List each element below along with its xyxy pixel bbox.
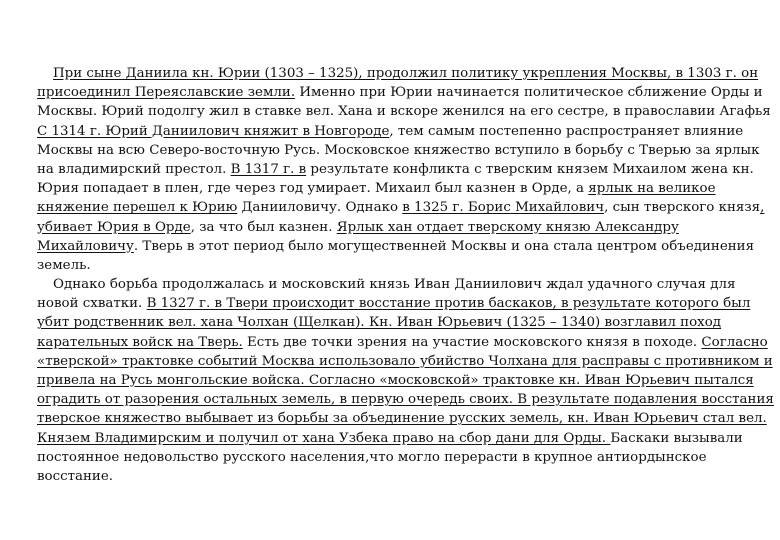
document-body [37, 64, 774, 486]
text-line [37, 122, 749, 141]
text-line [37, 390, 774, 409]
underlined-text: оградить от разорения остальных земель, в первую очередь своих. В результате подавления восстания [37, 392, 774, 408]
underlined-text: Согласно [701, 334, 768, 350]
underlined-text: При сыне Даниила кн. Юрии (1303 – 1325), продолжил политику укрепления Москвы, в 1303 г. он [53, 66, 759, 81]
text-line [37, 275, 749, 294]
text-line [37, 179, 749, 198]
text-line [37, 256, 749, 275]
underlined-text: присоединил Переяславские земли. [37, 85, 296, 101]
text-line [37, 141, 760, 160]
underlined-text: Михайловичу [37, 238, 134, 254]
underlined-text: В 1327 г. в Твери происходит восстание против баскаков, в результате которого был [146, 296, 751, 312]
text-run: Москвы на всю Северо-восточную Русь. Московское княжество вступило в борьбу с Тверью за ярлык [37, 142, 760, 158]
text-run: Есть две точки зрения на участие московского князя в походе. [242, 334, 702, 350]
text-run: Именно при Юрии начинается политическое сближение Орды и [295, 85, 763, 101]
text-line [37, 218, 749, 237]
text-run: новой схватки. [37, 296, 147, 312]
text-run: . Тверь в этот период было могущественней Москвы и она стала центром объединения [133, 238, 755, 254]
underlined-text: В 1317 г. в [230, 161, 307, 177]
underlined-text: княжение перешел к Юрию [37, 200, 238, 216]
text-line [37, 448, 749, 467]
underlined-text: убит родственник вел. хана Чолхан (Щелкан). Кн. Иван Юрьевич (1325 – 1340) возглавил поход [37, 315, 722, 331]
underlined-text: С 1314 г. Юрий Даниилович княжит в Новгороде [37, 123, 390, 139]
text-run: Данииловичу. Однако [237, 200, 403, 216]
text-line [37, 160, 754, 179]
text-line [37, 64, 759, 83]
text-line [37, 429, 749, 448]
underlined-text: , [760, 200, 765, 216]
text-run: , за что был казнен. [190, 219, 337, 235]
text-run: восстание. [37, 468, 114, 484]
text-run: на владимирский престол. [37, 161, 231, 177]
underlined-text: Ярлык хан отдает тверскому князю Александру [336, 219, 679, 235]
text-line [37, 333, 768, 352]
paragraph-1 [37, 64, 771, 275]
text-line [37, 102, 771, 121]
underlined-text: в 1325 г. Борис Михайлович [402, 200, 605, 216]
text-run: Юрия попадает в плен, где через год умирает. Михаил был казнен в Орде, а [37, 181, 589, 197]
text-run: Баскаки вызывали [610, 430, 743, 446]
underlined-text: карательных войск на Тверь. [37, 334, 243, 350]
underlined-text: убивает Юрия в Орде [37, 219, 191, 235]
underlined-text: «тверской» трактовке событий Москва использовало убийство Чолхана для расправы с противником и [37, 353, 773, 369]
text-line [37, 198, 765, 217]
text-line [37, 409, 767, 428]
text-line [37, 371, 754, 390]
underlined-text: привела на Русь монгольские войска. Согласно «московской» трактовке кн. Иван Юрьевич пытался [37, 373, 754, 388]
underlined-text: тверское княжество выбывает из борьбы за объединение русских земель, кн. Иван Юрьевич стал вел. [37, 411, 767, 427]
text-line [37, 237, 755, 256]
text-run: земель. [37, 257, 91, 273]
underlined-text: ярлык на великое [588, 181, 716, 197]
text-line [37, 352, 773, 371]
text-line [37, 83, 763, 102]
paragraph-2 [37, 275, 774, 486]
text-line [37, 313, 749, 332]
text-run: , тем самым постепенно распространяет влияние [389, 123, 744, 139]
underlined-text: Князем Владимирским и получил от хана Узбека право на сбор дани для Орды. [37, 430, 611, 446]
text-run: , сын тверского князя [604, 200, 761, 216]
text-line [37, 467, 749, 486]
text-run: результате конфликта с тверским князем Михаилом жена кн. [306, 161, 754, 177]
text-run: Москвы. Юрий подолгу жил в ставке вел. Хана и вскоре женился на его сестре, в православии Агафья [37, 104, 771, 120]
text-line [37, 294, 749, 313]
text-run: постоянное недовольство русского населения,что могло перерасти в крупное антиордынское [37, 449, 707, 465]
text-run: Однако борьба продолжалась и московский князь Иван Даниилович ждал удачного случая для [53, 277, 736, 293]
